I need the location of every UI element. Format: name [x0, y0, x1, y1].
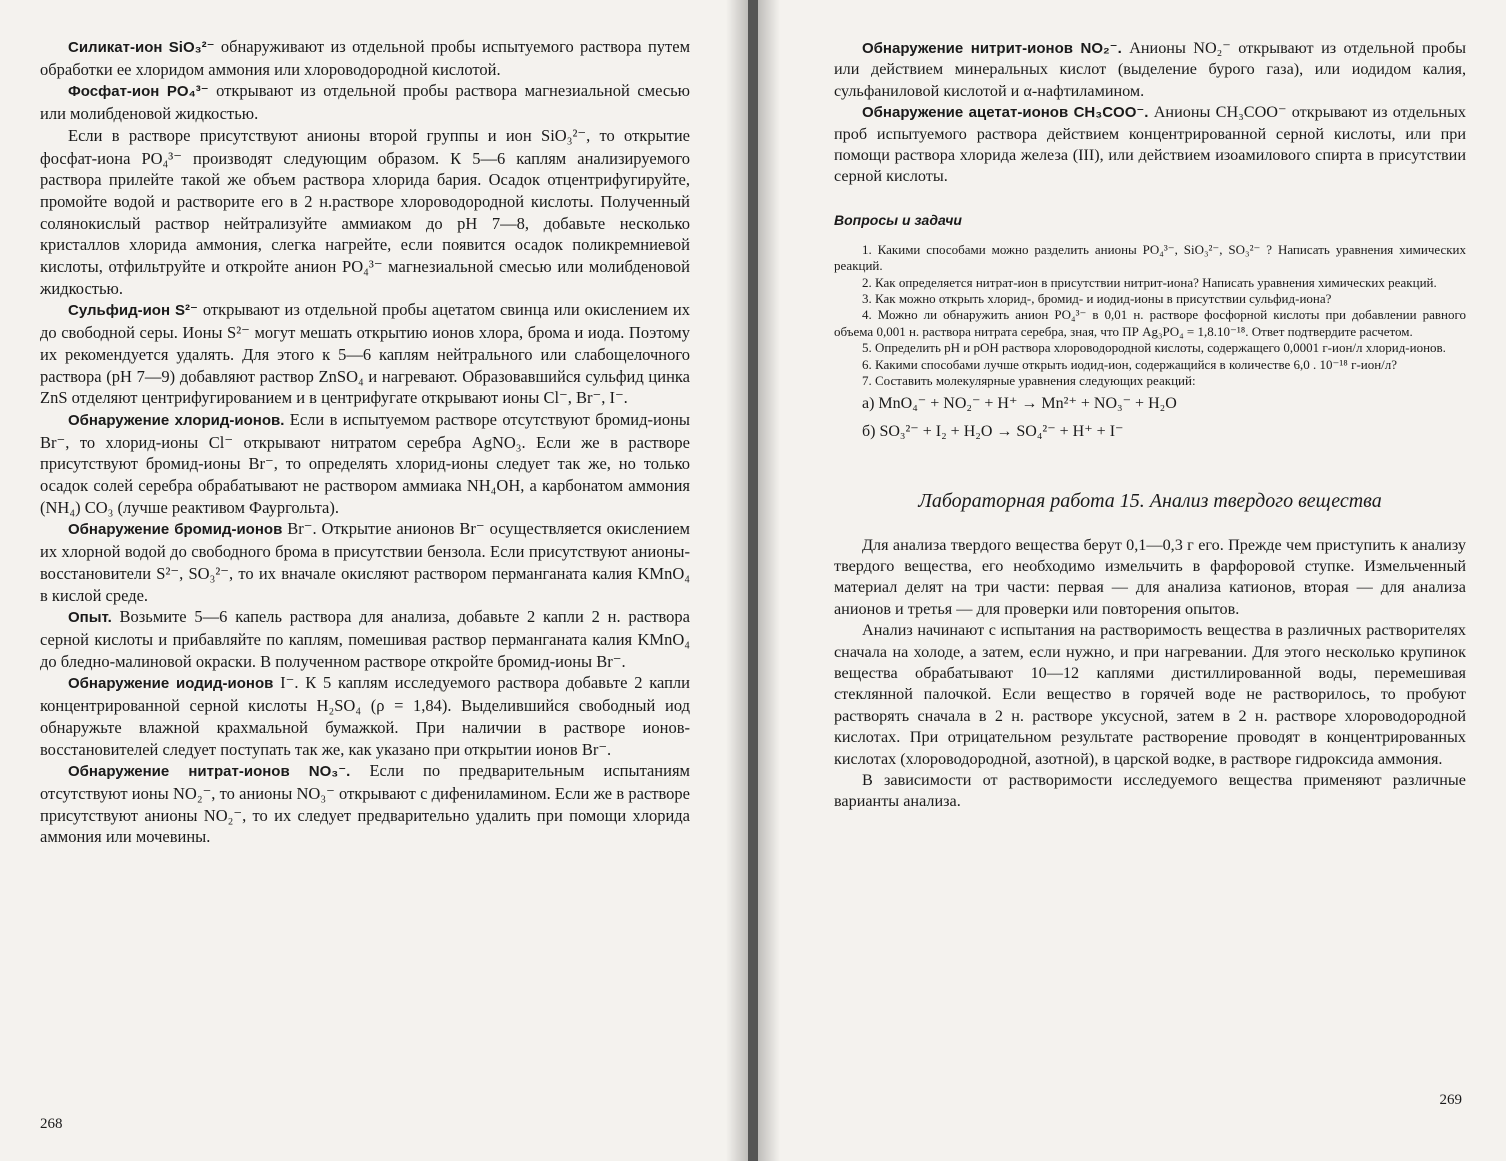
paragraph-text: открывают из отдельной пробы ацетатом свинца или окислением их до свободной серы. Ионы S²⁻ могут мешать открытию ионов хлора, брома и иода. Поэтому их рекомендуется удалять. Для этого к 5—6 каплям нейтрального или слабощелочного раствора (pH 7—9) добавляют раствор ZnSO₄ и нагревают. Образовавшийся сульфид цинка ZnS отделяют центрифугированием и в центрифугате открывают ионы Cl⁻, Br⁻, I⁻.	[40, 300, 690, 408]
paragraph-nitrite	[834, 38, 1466, 102]
paragraph-text: Если по предварительным испытаниям отсутствуют ионы NO₂⁻, то анионы NO₃⁻ открывают с дифениламином. Если же в растворе присутствуют анионы NO₂⁻, то их следует предварительно удалить при помощи хлорида аммония или мочевины.	[40, 761, 690, 847]
paragraph-text: Возьмите 5—6 капель раствора для анализа, добавьте 2 капли 2 н. раствора серной кислоты и прибавляйте по каплям, помешивая раствор перманганата калия KMnO₄ до бледно-малиновой окраски. В полученном растворе откройте бромид-ионы Br⁻.	[40, 607, 690, 671]
paragraph-text: открывают из отдельной пробы раствора магнезиальной смесью или молибденовой жидкостью.	[40, 81, 690, 124]
page-number-right: 269	[1439, 1092, 1462, 1108]
term-sulfide: Сульфид-ион S²⁻	[68, 302, 198, 320]
lab-paragraph: Анализ начинают с испытания на растворимость вещества в различных растворителях сначала на холоде, а затем, если нужно, и при нагревании. Для этого несколько крупинок вещества обрабатывают 10—12 каплями дистиллированной воды, перемешивая стеклянной палочкой. Если вещество в горячей воде не растворилось, то пробуют растворять сначала в 2 н. растворе уксусной, затем в 2 н. растворе хлороводородной кислотах. При отрицательном результате растворение проводят в концентрированных кислотах (хлороводородной, азотной), в царской водке, в растворе гидроксида аммония.	[834, 621, 1466, 768]
term-experiment: Опыт.	[68, 609, 112, 627]
paragraph-silicate	[40, 36, 690, 80]
question-item: 1. Какими способами можно разделить анионы PO₄³⁻, SiO₃²⁻, SO₃²⁻ ? Написать уравнения химических реакций.	[834, 241, 1466, 274]
question-item: 7. Составить молекулярные уравнения следующих реакций:	[862, 373, 1196, 389]
paragraph-iodide	[40, 672, 690, 760]
paragraph-nitrate	[40, 760, 690, 848]
paragraph-text: Если в испытуемом растворе отсутствуют бромид-ионы Br⁻, то хлорид-ионы Cl⁻ открывают нитратом серебра AgNO₃. Если же в растворе присутствуют бромид-ионы Br⁻, то определять хлорид-ионы следует так же, но только осадок солей серебра обрабатывают не раствором аммиака NH₄OH, а карбонатом аммония (NH₄) CO₃ (лучше реактивом Фаургольта).	[40, 409, 690, 517]
paragraph-text: Анионы NO₂⁻ открывают из отдельной пробы или действием минеральных кислот (выделение бурого газа), или иодидом калия, сульфаниловой кислотой и α-нафтиламином.	[834, 39, 1466, 100]
paragraph-text: Анионы CH₃COO⁻ открывают из отдельных проб испытуемого раствора действием концентрированной серной кислоты, или при помощи раствора хлорида железа (III), или действием изоамилового спирта в присутствии серной кислоты.	[834, 103, 1467, 186]
question-item: 4. Можно ли обнаружить анион PO₄³⁻ в 0,01 н. растворе фосфорной кислоты при добавлении равного объема 0,001 н. раствора нитрата серебра, зная, что ПР Ag₃PO₄ = 1,8.10⁻¹⁸. Ответ подтвердите расчетом.	[834, 307, 1466, 339]
term-silicate: Силикат-ион SiO₃²⁻	[68, 39, 215, 56]
paragraph-phosphate	[40, 80, 690, 124]
paragraph-chloride	[40, 409, 690, 519]
lab-work-title: Лабораторная работа 15. Анализ твердого вещества	[918, 489, 1382, 512]
lab-paragraph: Для анализа твердого вещества берут 0,1—0,3 г его. Прежде чем приступить к анализу твердого вещества, его необходимо измельчить в фарфоровой ступке. Измельченный материал делят на три части: первая — для анализа катионов, вторая — для анализа анионов и третья — для проверки или повторения опытов.	[834, 535, 1466, 618]
paragraph-acetate	[834, 102, 1466, 188]
paragraph-text: Если в растворе присутствуют анионы второй группы и ион SiO₃²⁻, то открытие фосфат-иона PO₄³⁻ производят следующим образом. К 5—6 каплям анализируемого раствора прилейте такой же объем раствора хлорида бария. Осадок отцентрифугируйте, промойте водой и растворите его в 2 н.растворе хлороводородной кислоты. Полученный солянокислый раствор нейтрализуйте аммиаком до pH 7—8, добавьте несколько кристаллов хлорида аммония, слегка нагрейте, если появится осадок поликремниевой кислоты, отфильтруйте и откройте анион PO₄³⁻ магнезиальной смесью или молибденовой жидкостью.	[40, 125, 690, 298]
paragraph-experiment	[40, 606, 690, 672]
question-item: 2. Как определяется нитрат-ион в присутствии нитрит-иона? Написать уравнения химических реакций.	[862, 274, 1437, 290]
question-item: 3. Как можно открыть хлорид-, бромид- и иодид-ионы в присутствии сульфид-иона?	[862, 291, 1332, 307]
term-nitrate: Обнаружение нитрат-ионов NO₃⁻.	[68, 763, 351, 781]
paragraph-text: обнаруживают из отдельной пробы испытуемого раствора путем обработки ее хлоридом аммония или хлороводородной кислотой.	[40, 37, 691, 79]
term-bromide: Обнаружение бромид-ионов	[68, 521, 283, 539]
page-number-left: 268	[40, 1116, 63, 1132]
questions-heading: Вопросы и задачи	[834, 211, 962, 228]
paragraph-phosphate-procedure	[40, 125, 690, 300]
question-item: 5. Определить pH и pOH раствора хлороводородной кислоты, содержащего 0,0001 г-ион/л хлорид-ионов.	[862, 340, 1446, 356]
term-chloride: Обнаружение хлорид-ионов.	[68, 411, 285, 429]
paragraph-sulfide	[40, 299, 690, 409]
book-gutter	[748, 0, 758, 1161]
term-acetate: Обнаружение ацетат-ионов CH₃COO⁻.	[862, 104, 1149, 122]
paragraph-text: Br⁻. Открытие анионов Br⁻ осуществляется окислением их хлорной водой до свободного брома в присутствии бензола. Если присутствуют анионы-восстановители S²⁻, SO₃²⁻, то их вначале окисляют раствором перманганата калия KMnO₄ в кислой среде.	[40, 519, 690, 605]
equation-b: б) SO₃²⁻ + I₂ + H₂O → SO₄²⁻ + H⁺ + I⁻	[862, 422, 1124, 440]
spacer	[834, 188, 1466, 212]
right-page	[758, 0, 1506, 1161]
lab-paragraph: В зависимости от растворимости исследуемого вещества применяют различные варианты анализа.	[834, 770, 1466, 811]
left-page	[0, 0, 748, 1161]
term-iodide: Обнаружение иодид-ионов	[68, 675, 274, 693]
paragraph-text: I⁻. К 5 каплям исследуемого раствора добавьте 2 капли концентрированной серной кислоты H₂SO₄ (ρ = 1,84). Выделившийся свободный иод обнаружьте влажной крахмальной бумажкой. При наличии в растворе ионов-восстановителей следует поступать так же, как указано при открытии ионов Br⁻.	[40, 673, 690, 759]
paragraph-bromide	[40, 518, 690, 606]
term-phosphate: Фосфат-ион PO₄³⁻	[68, 83, 209, 101]
term-nitrite: Обнаружение нитрит-ионов NO₂⁻.	[862, 40, 1122, 57]
question-item: 6. Какими способами лучше открыть иодид-ион, содержащийся в количестве 6,0 . 10⁻¹⁸ г-ион/л?	[862, 356, 1398, 372]
equation-a: а) MnO₄⁻ + NO₂⁻ + H⁺ → Mn²⁺ + NO₃⁻ + H₂O	[862, 394, 1177, 412]
